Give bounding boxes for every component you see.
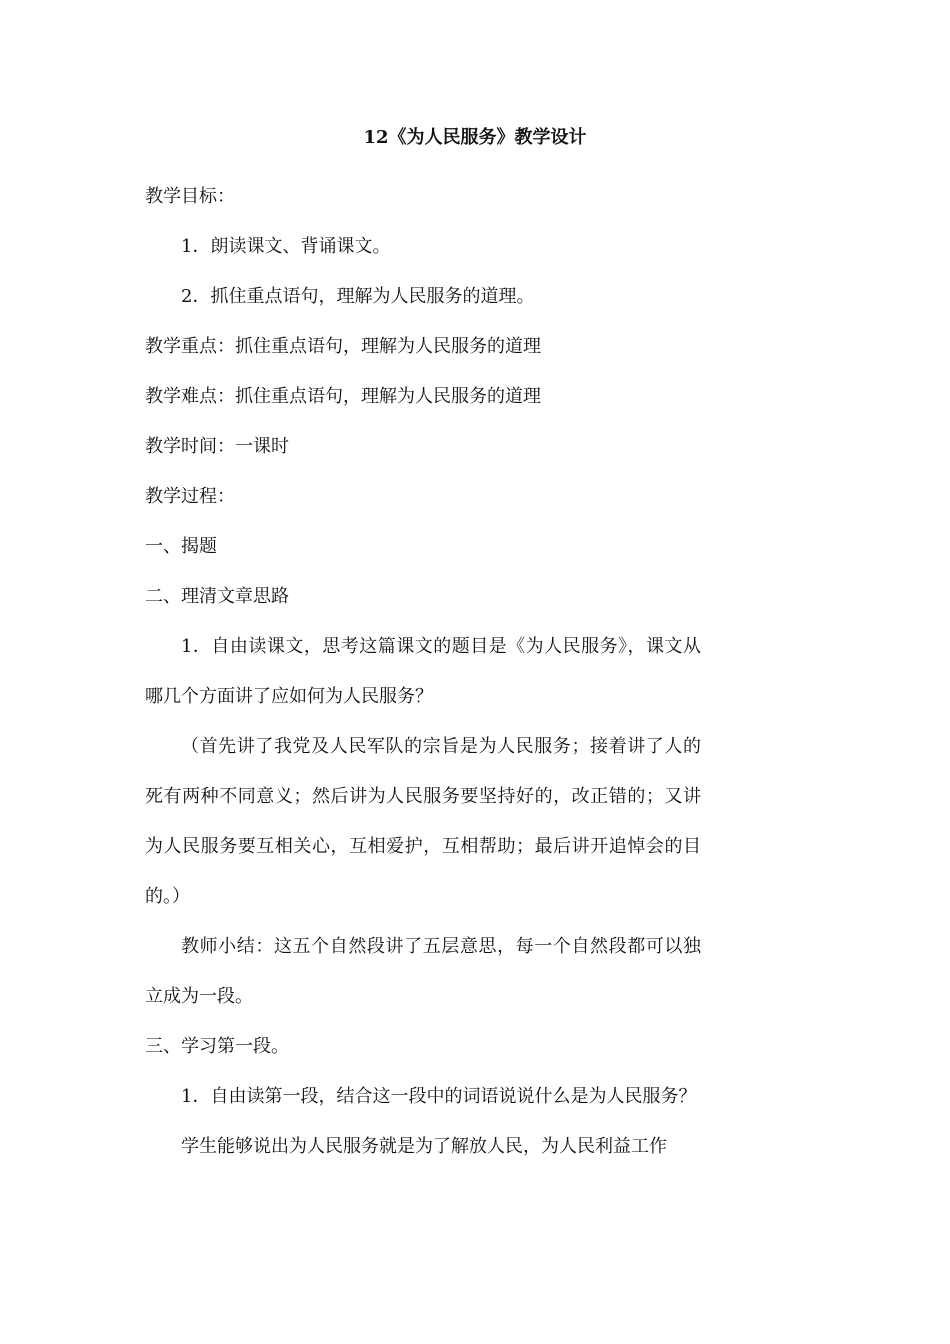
goal-item-2: 2．抓住重点语句，理解为人民服务的道理。: [181, 286, 535, 307]
step-heading-2: 二、理清文章思路: [145, 586, 289, 607]
document-body: [145, 172, 701, 1172]
step-3-answer: 学生能够说出为人民服务就是为了解放人民，为人民利益工作: [181, 1136, 667, 1157]
document-title: 12《为人民服务》教学设计: [363, 127, 587, 148]
duration-line: 教学时间：一课时: [145, 436, 289, 457]
step-2-question: 1．自由读课文，思考这篇课文的题目是《为人民服务》，课文从哪几个方面讲了应如何为人民服务？: [145, 636, 701, 707]
step-heading-3: 三、学习第一段。: [145, 1036, 289, 1057]
difficulty-line: 教学难点：抓住重点语句，理解为人民服务的道理: [145, 386, 541, 407]
goal-item-1: 1．朗读课文、背诵课文。: [181, 236, 391, 257]
section-heading-process: 教学过程：: [145, 486, 235, 507]
section-heading-goals: 教学目标：: [145, 186, 235, 207]
step-2-answer: （首先讲了我党及人民军队的宗旨是为人民服务；接着讲了人的死有两种不同意义；然后讲为人民服务要坚持好的，改正错的；又讲为人民服务要互相关心，互相爱护，互相帮助；最后讲开追悼会的目的。）: [145, 736, 701, 907]
teacher-summary: 教师小结：这五个自然段讲了五层意思，每一个自然段都可以独立成为一段。: [145, 936, 701, 1007]
step-heading-1: 一、揭题: [145, 536, 217, 557]
step-3-question: 1．自由读第一段，结合这一段中的词语说说什么是为人民服务？: [181, 1086, 697, 1107]
key-point-line: 教学重点：抓住重点语句，理解为人民服务的道理: [145, 336, 541, 357]
